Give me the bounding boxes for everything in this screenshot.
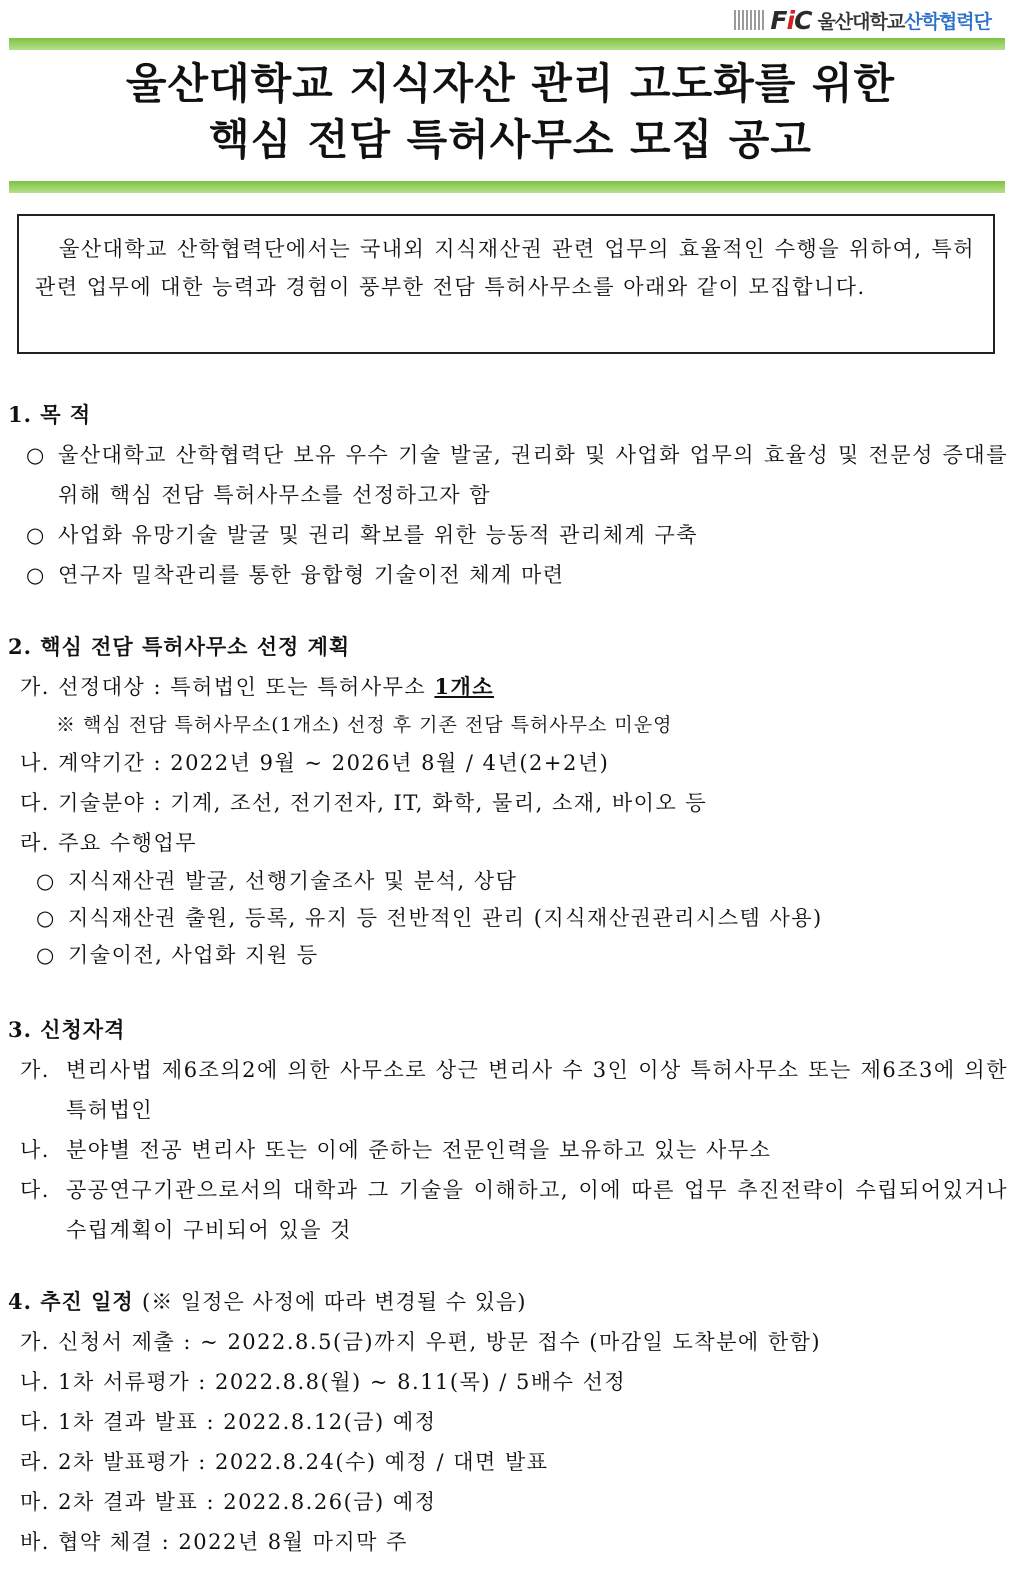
section-3-item [8,1130,1008,1170]
section-2-task [8,863,1008,900]
fic-logo-i: i [786,5,795,35]
section-3-item-text: 분야별 전공 변리사 또는 이에 준하는 전문인력을 보유하고 있는 사무소 [66,1138,772,1162]
section-1-item-text: 울산대학교 산학협력단 보유 우수 기술 발굴, 권리화 및 사업화 업무의 효율성 및 전문성 증대를 위해 핵심 전담 특허사무소를 선정하고자 함 [58,443,1008,507]
section-2-note: ※ 핵심 전담 특허사무소(1개소) 선정 후 기존 전담 특허사무소 미운영 [56,714,673,736]
section-2-period: 나. 계약기간 : 2022년 9월 ~ 2026년 8월 / 4년(2+2년) [20,751,610,775]
section-4-heading-text: 4. 추진 일정 [8,1289,134,1314]
schedule-item: 나. 1차 서류평가 : 2022.8.8(월) ~ 8.11(목) / 5배수 선정 [20,1370,627,1394]
section-4-heading-note: (※ 일정은 사정에 따라 변경될 수 있음) [142,1290,527,1314]
section-1-heading: 1. 목 적 [8,402,92,427]
intro-box [17,214,995,354]
section-2-heading: 2. 핵심 전담 특허사무소 선정 계획 [8,634,351,659]
title-line-2: 핵심 전담 특허사무소 모집 공고 [209,115,812,164]
section-3-item-mark: 다. [20,1178,50,1202]
section-2-target-text: 가. 선정대상 : 특허법인 또는 특허사무소 [20,675,435,699]
section-2-task [8,900,1008,937]
schedule-item: 바. 협약 체결 : 2022년 8월 마지막 주 [20,1530,408,1554]
section-3-item [8,1050,1008,1130]
section-2-tasks-heading: 라. 주요 수행업무 [20,831,198,855]
section-3-heading: 3. 신청자격 [8,1017,126,1042]
spacer [8,1250,1008,1282]
schedule-item: 라. 2차 발표평가 : 2022.8.24(수) 예정 / 대면 발표 [20,1450,549,1474]
spacer [8,595,1008,627]
fic-logo-f: F [770,5,787,35]
top-green-bar [9,38,1005,50]
fic-logo [770,6,811,35]
section-1-item [8,555,1008,595]
bullet-icon: ○ [36,943,56,967]
section-2-task-text: 기술이전, 사업화 지원 등 [68,943,319,967]
schedule-item: 마. 2차 결과 발표 : 2022.8.26(금) 예정 [20,1490,437,1514]
section-1-item-text: 사업화 유망기술 발굴 및 권리 확보를 위한 능동적 관리체계 구축 [58,523,699,547]
schedule-item: 다. 1차 결과 발표 : 2022.8.12(금) 예정 [20,1410,437,1434]
document-body [8,395,1008,1562]
section-4-heading [8,1282,1008,1322]
section-2-target [8,667,1008,707]
section-2-task-text: 지식재산권 발굴, 선행기술조사 및 분석, 상담 [68,869,518,893]
section-1-item-text: 연구자 밀착관리를 통한 융합형 기술이전 체계 마련 [58,563,565,587]
bullet-icon: ○ [26,523,46,547]
bullet-icon: ○ [26,563,46,587]
intro-text: 울산대학교 산학협력단에서는 국내외 지식재산권 관련 업무의 효율적인 수행을 위하여, 특허 관련 업무에 대한 능력과 경험이 풍부한 전담 특허사무소를 아래와 같이 모집합니다. [35,237,975,299]
section-2-task-text: 지식재산권 출원, 등록, 유지 등 전반적인 관리 (지식재산권관리시스템 사용) [68,906,823,930]
page-title [0,56,1021,168]
section-3-item-text: 변리사법 제6조의2에 의한 사무소로 상근 변리사 수 3인 이상 특허사무소 또는 제6조3에 의한 특허법인 [66,1058,1008,1122]
logo-university: 울산대학교 [817,10,905,33]
logo-organization: 산학협력단 [904,10,991,33]
bullet-icon: ○ [26,443,46,467]
schedule-item: 가. 신청서 제출 : ~ 2022.8.5(금)까지 우편, 방문 접수 (마감일 도착분에 한함) [20,1330,822,1354]
bullet-icon: ○ [36,906,56,930]
bullet-icon: ○ [36,869,56,893]
fic-logo-c: C [794,5,812,35]
header-logo [734,6,991,34]
section-2-target-count: 1개소 [434,674,495,699]
section-3-item-text: 공공연구기관으로서의 대학과 그 기술을 이해하고, 이에 따른 업무 추진전략이 수립되어있거나 수립계획이 구비되어 있을 것 [66,1178,1008,1242]
title-line-1: 울산대학교 지식자산 관리 고도화를 위한 [125,59,896,108]
section-2-fields: 다. 기술분야 : 기계, 조선, 전기전자, IT, 화학, 물리, 소재, 바이오 등 [20,791,708,815]
section-3-item-mark: 나. [20,1138,50,1162]
section-2-task [8,937,1008,974]
section-1-item [8,435,1008,515]
bottom-green-bar [9,181,1005,193]
spacer [8,974,1008,1010]
section-1-item [8,515,1008,555]
section-3-item-mark: 가. [20,1058,50,1082]
section-3-item [8,1170,1008,1250]
logo-bars-icon [734,10,764,30]
